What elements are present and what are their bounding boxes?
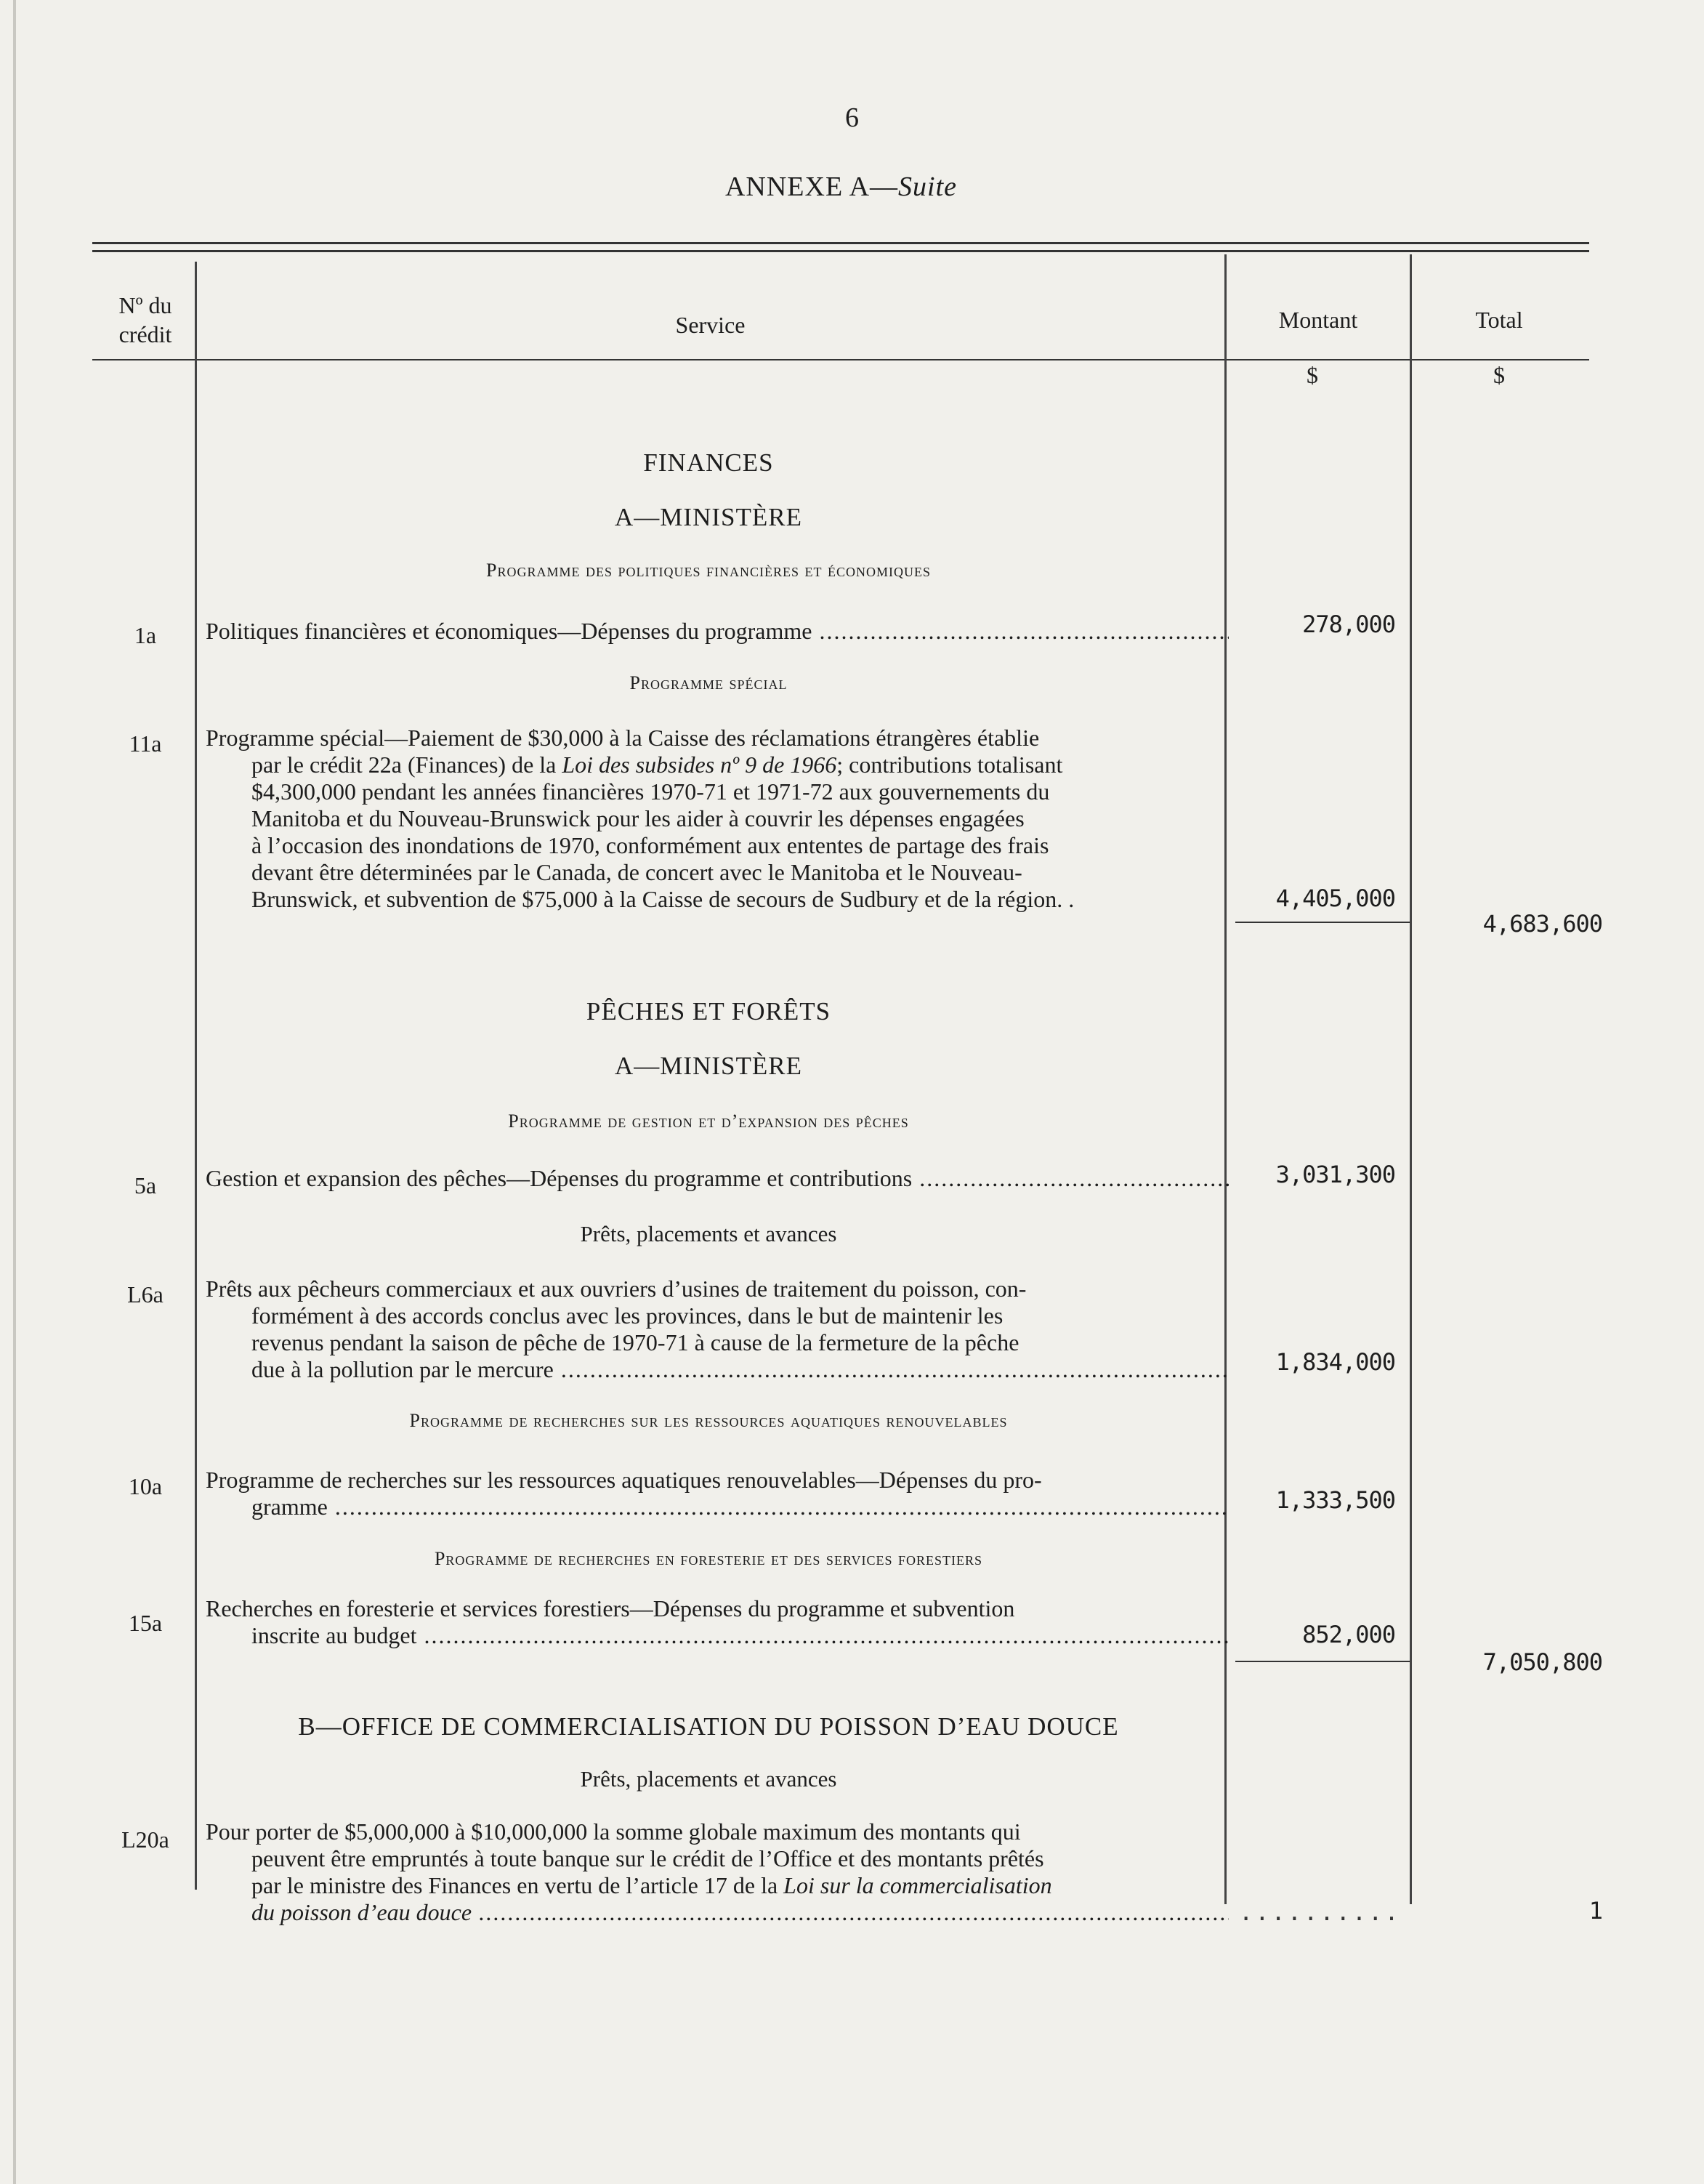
currency-montant: $: [1307, 362, 1318, 388]
desc-L20a-line3-a: par le ministre des Finances en vertu de l’article 17 de la: [251, 1872, 784, 1898]
program-title-foresterie: Programme de recherches en foresterie et des services forestiers: [434, 1548, 983, 1569]
item-description-15a: [206, 1595, 1229, 1649]
amount-1a: 278,000: [1302, 611, 1395, 638]
header-total: Total: [1475, 307, 1523, 333]
desc-11a-line2-b: ; contributions totalisant: [836, 751, 1063, 778]
item-description-5a: Gestion et expansion des pêches—Dépenses du programme et contributions .....: [206, 1165, 1229, 1192]
office-title: B—OFFICE DE COMMERCIALISATION DU POISSON D’EAU DOUCE: [298, 1712, 1119, 1741]
credit-number-L6a: L6a: [127, 1281, 163, 1307]
desc-L6a-line3: revenus pendant la saison de pêche de 1970-71 à cause de la fermeture de la pêche: [251, 1329, 1019, 1355]
desc-11a-line2: [206, 751, 1229, 778]
desc-11a-line3: $4,300,000 pendant les années financières 1970-71 et 1971-72 aux gouvernements du: [251, 778, 1050, 805]
desc-11a-line5: à l’occasion des inondations de 1970, conformément aux ententes de partage des frais: [251, 832, 1049, 858]
table-top-rule-inner: [92, 250, 1589, 252]
desc-L20a-line1: Pour porter de $5,000,000 à $10,000,000 la somme globale maximum des montants qui: [206, 1818, 1021, 1845]
total-L20a: 1: [1588, 1897, 1602, 1925]
amount-11a: 4,405,000: [1275, 885, 1395, 912]
program-title-prets: Prêts, placements et avances: [580, 1221, 837, 1246]
program-title-special: Programme spécial: [629, 672, 788, 693]
desc-11a-line1: Programme spécial—Paiement de $30,000 à la Caisse des réclamations étrangères établie: [206, 725, 1040, 751]
desc-L6a-line4: due à la pollution par le mercure .....: [206, 1356, 1229, 1383]
ministere-finances: A—MINISTÈRE: [615, 503, 802, 531]
item-description-L20a: [206, 1818, 1229, 1926]
amount-L6a: 1,834,000: [1275, 1348, 1395, 1376]
desc-10a-line2: gramme .....: [206, 1494, 1229, 1520]
column-divider-montant: [1410, 254, 1412, 1904]
desc-L20a-line4: du poisson d’eau douce .....: [206, 1899, 1229, 1926]
amount-L20a-dots: ..........: [1239, 1898, 1401, 1926]
header-no-credit: [94, 291, 196, 349]
total-finances: 4,683,600: [1482, 910, 1602, 938]
currency-total: $: [1493, 362, 1505, 388]
table-top-rule: [92, 242, 1589, 244]
item-description-10a: [206, 1467, 1229, 1520]
desc-11a-line6: devant être déterminées par le Canada, de concert avec le Manitoba et le Nouveau-: [251, 859, 1022, 885]
department-peches: PÊCHES ET FORÊTS: [586, 997, 831, 1025]
desc-L6a-line1: Prêts aux pêcheurs commerciaux et aux ouvriers d’usines de traitement du poisson, con-: [206, 1276, 1027, 1302]
header-no-credit-line1: Nº du: [118, 292, 172, 318]
amount-5a: 3,031,300: [1275, 1161, 1395, 1188]
annex-title: [0, 171, 1682, 203]
ministere-peches: A—MINISTÈRE: [615, 1052, 802, 1080]
header-no-credit-line2: crédit: [118, 321, 172, 347]
credit-number-L20a: L20a: [121, 1826, 169, 1853]
subtotal-rule-finances: [1235, 922, 1410, 923]
header-montant: Montant: [1278, 307, 1358, 333]
item-description-11a: [206, 725, 1229, 913]
subtotal-rule-peches: [1235, 1661, 1410, 1662]
annex-title-suffix: Suite: [898, 172, 958, 202]
amount-10a: 1,333,500: [1275, 1486, 1395, 1514]
desc-11a-line2-a: par le crédit 22a (Finances) de la: [251, 751, 562, 778]
desc-L20a-act-title: Loi sur la commercialisation: [783, 1872, 1052, 1898]
credit-number-15a: 15a: [128, 1610, 163, 1636]
department-finances: FINANCES: [643, 448, 774, 477]
desc-L6a-line2: formément à des accords conclus avec les provinces, dans le but de maintenir les: [251, 1302, 1004, 1329]
page-edge: [13, 0, 16, 2184]
program-title-gestion: Programme de gestion et d’expansion des pêches: [508, 1111, 909, 1132]
item-description-L6a: [206, 1276, 1229, 1383]
office-program-title: Prêts, placements et avances: [580, 1766, 837, 1792]
credit-number-5a: 5a: [134, 1172, 157, 1198]
amount-15a: 852,000: [1302, 1621, 1395, 1648]
desc-11a-line7: Brunswick, et subvention de $75,000 à la Caisse de secours de Sudbury et de la région. .: [251, 886, 1075, 912]
desc-15a-line2: inscrite au budget .....: [206, 1622, 1229, 1649]
desc-11a-line4: Manitoba et du Nouveau-Brunswick pour les aider à couvrir les dépenses engagées: [251, 805, 1025, 831]
annex-title-main: ANNEXE A—: [724, 172, 899, 202]
credit-number-1a: 1a: [134, 622, 157, 648]
table-header-rule: [92, 359, 1589, 360]
credit-number-11a: 11a: [129, 730, 162, 757]
program-title-politiques: Programme des politiques financières et économiques: [486, 560, 931, 581]
page-number: 6: [845, 102, 859, 133]
desc-L20a-line2: peuvent être empruntés à toute banque sur le crédit de l’Office et des montants prêtés: [251, 1845, 1044, 1871]
item-description-1a: Politiques financières et économiques—Dépenses du programme .....: [206, 618, 1229, 645]
desc-10a-line1: Programme de recherches sur les ressources aquatiques renouvelables—Dépenses du pro-: [206, 1467, 1042, 1493]
total-peches: 7,050,800: [1482, 1648, 1602, 1676]
header-service: Service: [675, 312, 746, 338]
desc-L20a-line3: [206, 1872, 1229, 1899]
desc-15a-line1: Recherches en foresterie et services forestiers—Dépenses du programme et subvention: [206, 1595, 1015, 1621]
credit-number-10a: 10a: [128, 1473, 163, 1499]
program-title-ressources-aquatiques: Programme de recherches sur les ressources aquatiques renouvelables: [409, 1410, 1008, 1431]
column-divider-service: [1224, 254, 1227, 1904]
desc-11a-act-title: Loi des subsides nº 9 de 1966: [562, 751, 837, 778]
